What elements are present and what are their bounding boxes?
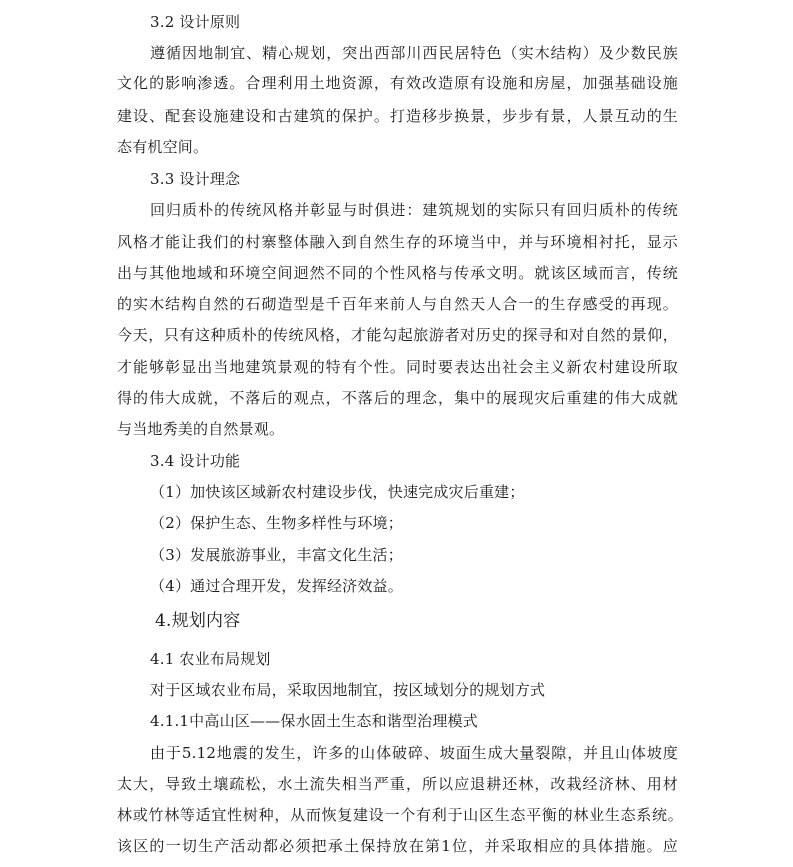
paragraph-line: 才能够彰显出当地建筑景观的特有个性。同时要表达出社会主义新农村建设所取: [117, 358, 678, 376]
paragraph-line: 风格才能让我们的村寨整体融入到自然生存的环境当中，并与环境相衬托，显示: [117, 233, 678, 251]
paragraph-line: 文化的影响渗透。合理利用土地资源，有效改造原有设施和房屋，加强基础设施: [117, 74, 678, 92]
section-heading-4-1-1: 4.1.1中高山区——保水固土生态和谐型治理模式: [150, 712, 478, 730]
paragraph-line: 的实木结构自然的石砌造型是千百年来前人与自然天人合一的生存感受的再现。: [117, 295, 678, 313]
list-item: （4）通过合理开发，发挥经济效益。: [150, 577, 403, 595]
list-item: （1）加快该区域新农村建设步伐，快速完成灾后重建；: [150, 483, 525, 501]
paragraph-line: 由于5.12地震的发生，许多的山体破碎、坡面生成大量裂隙，并且山体坡度: [150, 744, 678, 762]
section-heading-3-4: 3.4 设计功能: [150, 452, 241, 470]
paragraph-line: 遵循因地制宜、精心规划，突出西部川西民居特色（实木结构）及少数民族: [150, 44, 678, 62]
section-heading-3-3: 3.3 设计理念: [150, 170, 241, 188]
list-item: （2）保护生态、生物多样性与环境；: [150, 514, 403, 532]
paragraph-line: 与当地秀美的自然景观。: [117, 420, 285, 438]
paragraph-line: 该区的一切生产活动都必须把承土保持放在第1位，并采取相应的具体措施。应: [117, 837, 678, 855]
paragraph-line: 林或竹林等适宜性树种，从而恢复建设一个有利于山区生态平衡的林业生态系统。: [117, 806, 683, 824]
paragraph-line: 太大，导致土壤疏松，水土流失相当严重，所以应退耕还林，改栽经济林、用材: [117, 775, 678, 793]
section-heading-4-1: 4.1 农业布局规划: [150, 650, 271, 668]
list-item: （3）发展旅游事业，丰富文化生活；: [150, 546, 403, 564]
paragraph-line: 回归质朴的传统风格并彰显与时俱进：建筑规划的实际只有回归质朴的传统: [150, 201, 678, 219]
paragraph-line: 对于区域农业布局，采取因地制宜，按区域划分的规划方式: [150, 681, 546, 699]
paragraph-line: 态有机空间。: [117, 138, 209, 156]
paragraph-line: 建设、配套设施建设和古建筑的保护。打造移步换景，步步有景，人景互动的生: [117, 107, 678, 125]
chapter-heading-4: 4.规划内容: [155, 611, 241, 631]
section-heading-3-2: 3.2 设计原则: [150, 13, 241, 31]
paragraph-line: 得的伟大成就，不落后的观点，不落后的理念，集中的展现灾后重建的伟大成就: [117, 389, 678, 407]
paragraph-line: 今天，只有这种质朴的传统风格，才能勾起旅游者对历史的探寻和对自然的景仰，: [117, 326, 678, 344]
paragraph-line: 出与其他地域和环境空间迥然不同的个性风格与传承文明。就该区域而言，传统: [117, 264, 678, 282]
